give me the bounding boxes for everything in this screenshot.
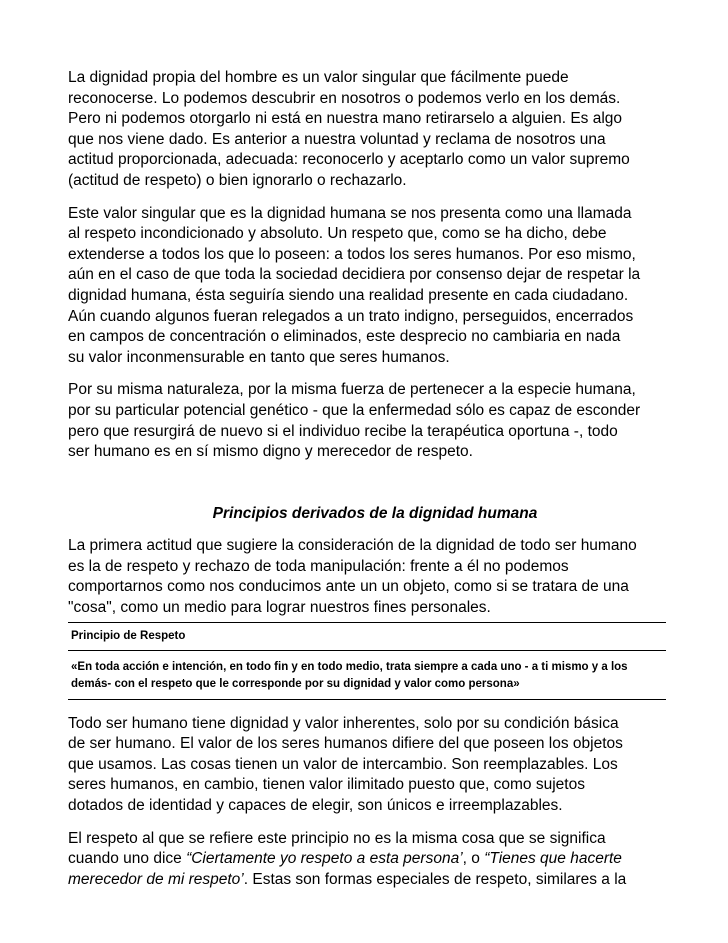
text-line: en campos de concentración o eliminados, este desprecio no cambiaria en nada bbox=[68, 328, 621, 346]
text-line: Todo ser humano tiene dignidad y valor inherentes, solo por su condición básica bbox=[68, 714, 619, 732]
text-line bbox=[68, 870, 668, 891]
text-line: es la de respeto y rechazo de toda manipulación: frente a él no podemos bbox=[68, 557, 569, 575]
text-line: La dignidad propia del hombre es un valor singular que fácilmente puede bbox=[68, 69, 569, 86]
emphasis-quote: “Tienes que hacerte bbox=[484, 850, 622, 868]
text-line: actitud proporcionada, adecuada: reconocerlo y aceptarlo como un valor supremo bbox=[68, 151, 630, 169]
divider bbox=[68, 699, 666, 700]
text-line: por su particular potencial genético - que la enfermedad sólo es capaz de esconder bbox=[68, 401, 641, 419]
principle-quote bbox=[71, 659, 668, 693]
text-line: dignidad humana, ésta seguiría siendo una realidad presente en cada ciudadano. bbox=[68, 286, 629, 304]
document-page bbox=[68, 68, 668, 902]
text-line bbox=[68, 849, 668, 870]
principle-label: Principio de Respeto bbox=[71, 629, 186, 642]
text-line: aún en el caso de que toda la sociedad decidiera por consenso dejar de respetar la bbox=[68, 266, 641, 284]
text-line: Este valor singular que es la dignidad humana se nos presenta como una llamada bbox=[68, 204, 632, 222]
paragraph-valor-inherente bbox=[68, 714, 668, 817]
section-heading: Principios derivados de la dignidad humana bbox=[212, 504, 538, 522]
text-segment: , o bbox=[462, 850, 485, 868]
text-line: reconocerse. Lo podemos descubrir en nosotros o podemos verlo en los demás. bbox=[68, 89, 621, 107]
quote-line: demás- con el respeto que le corresponde por su dignidad y valor como persona» bbox=[71, 677, 520, 690]
text-line: de ser humano. El valor de los seres humanos difiere del que poseen los objetos bbox=[68, 735, 623, 753]
paragraph-respeto-principio bbox=[68, 829, 668, 891]
text-line: Aún cuando algunos fueran relegados a un trato indigno, perseguidos, encerrados bbox=[68, 307, 634, 325]
emphasis-quote: merecedor de mi respeto’ bbox=[68, 870, 244, 888]
text-line: extenderse a todos los que lo poseen: a todos los seres humanos. Por eso mismo, bbox=[68, 245, 636, 263]
text-line: El respeto al que se refiere este principio no es la misma cosa que se significa bbox=[68, 829, 606, 847]
text-line: (actitud de respeto) o bien ignorarlo o rechazarlo. bbox=[68, 171, 407, 189]
paragraph-valor-singular bbox=[68, 204, 668, 369]
text-line: Por su misma naturaleza, por la misma fuerza de pertenecer a la especie humana, bbox=[68, 381, 636, 399]
divider bbox=[68, 622, 666, 623]
text-line: La primera actitud que sugiere la consideración de la dignidad de todo ser humano bbox=[68, 537, 637, 555]
text-line: su valor inconmensurable en tanto que seres humanos. bbox=[68, 348, 450, 366]
text-line: seres humanos, en cambio, tienen valor ilimitado puesto que, como sujetos bbox=[68, 776, 585, 794]
paragraph-primera-actitud bbox=[68, 536, 668, 618]
text-line: comportarnos como nos conducimos ante un un objeto, como si se tratara de una bbox=[68, 578, 629, 596]
quote-line: «En toda acción e intención, en todo fin y en todo medio, trata siempre a cada uno - a ti mismo y a los bbox=[71, 660, 628, 673]
text-line: que usamos. Las cosas tienen un valor de intercambio. Son reemplazables. Los bbox=[68, 755, 618, 773]
text-line: dotados de identidad y capaces de elegir, son únicos e irreemplazables. bbox=[68, 797, 563, 815]
text-segment: . Estas son formas especiales de respeto, similares a la bbox=[243, 870, 627, 888]
emphasis-quote: “Ciertamente yo respeto a esta persona’ bbox=[186, 850, 463, 868]
text-segment: cuando uno dice bbox=[68, 850, 187, 868]
text-line: "cosa", como un medio para lograr nuestros fines personales. bbox=[68, 599, 491, 617]
text-line: al respeto incondicionado y absoluto. Un respeto que, como se ha dicho, debe bbox=[68, 225, 607, 243]
text-line: pero que resurgirá de nuevo si el individuo recibe la terapéutica oportuna -, todo bbox=[68, 422, 618, 440]
text-line: ser humano es en sí mismo digno y merecedor de respeto. bbox=[68, 443, 473, 461]
text-line: que nos viene dado. Es anterior a nuestra voluntad y reclama de nosotros una bbox=[68, 130, 606, 148]
paragraph-naturaleza bbox=[68, 380, 668, 462]
text-line: Pero ni podemos otorgarlo ni está en nuestra mano retirarselo a alguien. Es algo bbox=[68, 110, 623, 128]
paragraph-dignidad-intro bbox=[68, 68, 668, 192]
divider bbox=[68, 650, 666, 651]
